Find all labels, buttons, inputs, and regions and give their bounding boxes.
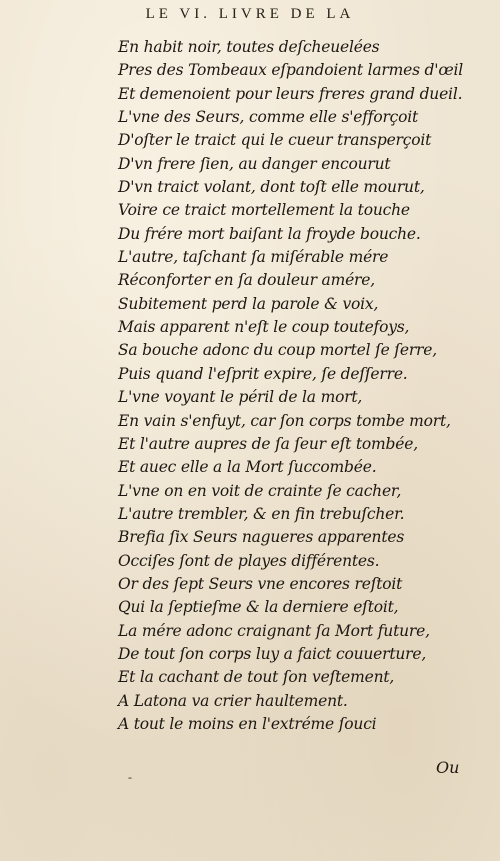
verse-line: Et la cachant de tout ſon veſtement,: [118, 668, 395, 687]
verse-line: L'vne voyant le péril de la mort,: [118, 388, 363, 407]
running-head: LE VI. LIVRE DE LA: [145, 6, 355, 22]
verse-line: Et demenoient pour leurs freres grand dueil.: [118, 84, 463, 103]
verse-line: La mére adonc craignant ſa Mort future,: [118, 621, 430, 640]
verse-line: Brefia ſix Seurs nagueres apparentes: [118, 528, 405, 547]
verse-line: Du frére mort baiſant la froyde bouche.: [118, 224, 421, 243]
verse-line: Subitement perd la parole & voix,: [118, 294, 379, 313]
verse-line: D'vn traict volant, dont toſt elle mourut,: [118, 178, 425, 197]
verse-line: Occiſes ſont de playes différentes.: [118, 551, 380, 570]
verse-line: En habit noir, toutes deſcheuelées: [118, 38, 380, 56]
verse-line: Qui la ſeptieſme & la derniere eſtoit,: [118, 598, 399, 617]
verse-line: Mais apparent n'eſt le coup toutefoys,: [118, 318, 410, 337]
verse-line: De tout ſon corps luy a faict couuerture,: [118, 644, 427, 663]
verse-line: L'vne on en voit de crainte ſe cacher,: [118, 481, 402, 500]
verse-line: Puis quand l'eſprit expire, ſe deſſerre.: [118, 364, 408, 383]
verse-line: Or des ſept Seurs vne encores reſtoit: [118, 574, 403, 593]
verse-line: A Latona va crier haultement.: [118, 691, 348, 710]
verse-line: Et auec elle a la Mort ſuccombée.: [118, 458, 377, 477]
verse-line: L'vne des Seurs, comme elle s'efforçoit: [118, 108, 419, 127]
verse-line: D'oſter le traict qui le cueur transperçoit: [118, 131, 432, 150]
catchword: Ou: [436, 758, 460, 777]
verse-line: Sa bouche adonc du coup mortel ſe ſerre,: [118, 341, 437, 360]
verse-line: En vain s'enfuyt, car ſon corps tombe mort,: [118, 411, 451, 430]
verse-text: [118, 36, 468, 736]
verse-line: Et l'autre aupres de ſa ſeur eſt tombée,: [118, 434, 418, 453]
verse-line: A tout le moins en l'extréme ſouci: [118, 714, 377, 733]
verse-line: Pres des Tombeaux eſpandoient larmes d'œil: [118, 61, 463, 80]
signature-mark: -: [128, 770, 132, 784]
verse-line: Réconforter en ſa douleur amére,: [118, 271, 375, 290]
verse-line: Voire ce traict mortellement la touche: [118, 201, 410, 220]
verse-line: L'autre, taſchant ſa miſérable mére: [118, 248, 389, 267]
verse-line: D'vn frere ſien, au danger encourut: [118, 154, 391, 173]
verse-line: L'autre trembler, & en fin trebuſcher.: [118, 504, 405, 523]
